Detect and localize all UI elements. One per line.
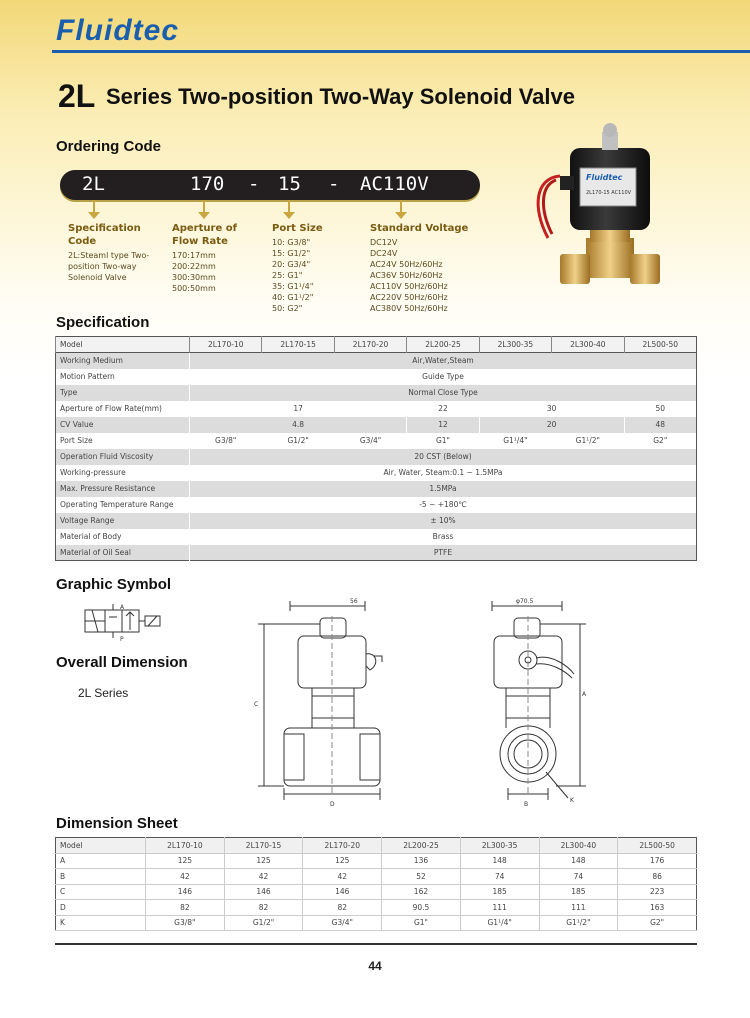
table-header-cell: 2L170-15 [262,337,334,353]
code-series: 2L [82,173,105,195]
table-cell: G1¹/4" [460,915,539,931]
column-line: 50: G2" [272,304,303,313]
table-cell: Brass [190,529,697,545]
dim-k-label: K [570,797,574,804]
table-cell: Air,Water,Steam [190,353,697,369]
table-row [56,417,697,433]
table-cell: 125 [303,853,382,869]
row-label: Operating Temperature Range [60,500,174,509]
table-cell: 125 [224,853,303,869]
table-cell: 82 [224,900,303,916]
column-header: Aperture of Flow Rate [172,223,237,247]
row-label: K [56,915,146,931]
row-label: D [56,900,146,916]
table-cell: ± 10% [190,513,697,529]
table-row [56,915,697,931]
table-cell: G2" [624,433,696,449]
code-port: 15 [278,173,301,195]
column-line: Solenoid Valve [68,273,127,282]
table-cell: 163 [618,900,697,916]
row-label: Voltage Range [60,516,115,525]
column-line: 300:30mm [172,273,216,282]
table-cell: 22 [407,401,479,417]
table-cell: 42 [224,869,303,885]
table-header-row [56,337,697,353]
arrow-down-icon [203,200,205,214]
column-line: AC36V 50Hz/60Hz [370,271,443,280]
table-header-cell: 2L300-35 [460,838,539,854]
table-cell: G1/2" [224,915,303,931]
row-label: Aperture of Flow Rate(mm) [60,404,162,413]
table-cell: Guide Type [190,369,697,385]
table-header-cell: 2L170-10 [146,838,225,854]
dim-56-label: 56 [350,598,358,605]
table-cell: G3/8" [146,915,225,931]
port-p-label: P [120,636,124,642]
table-row [56,853,697,869]
table-cell: 185 [539,884,618,900]
table-cell: 82 [303,900,382,916]
code-dash: - [248,173,260,195]
table-cell: G3/8" [190,433,262,449]
table-cell: 48 [624,417,696,433]
column-header: Port Size [272,223,323,234]
table-cell: 1.5MPa [190,481,697,497]
table-row [56,545,697,561]
column-line: 40: G1¹/2" [272,293,314,302]
table-cell: 111 [539,900,618,916]
table-cell: -5 ~ +180℃ [190,497,697,513]
table-header-row [56,838,697,854]
dimension-sheet-heading: Dimension Sheet [56,815,178,832]
column-line: 2L:Steaml type Two- [68,251,150,260]
code-dash: - [328,173,340,195]
table-header-cell: 2L170-15 [224,838,303,854]
table-header-cell: Model [56,337,190,353]
table-row [56,497,697,513]
table-cell: 74 [460,869,539,885]
table-cell: G1¹/2" [539,915,618,931]
row-label: B [56,869,146,885]
table-cell: 146 [224,884,303,900]
row-label: Max. Pressure Resistance [60,484,156,493]
table-cell: 12 [407,417,479,433]
footer-rule [55,943,697,945]
ordering-column [68,222,168,283]
table-cell: Air, Water, Steam:0.1 ~ 1.5MPa [190,465,697,481]
arrow-down-icon [400,200,402,214]
column-line: 200:22mm [172,262,216,271]
column-line: 35: G1¹/4" [272,282,314,291]
arrow-down-icon [93,200,95,214]
row-label: A [56,853,146,869]
side-view-drawing [480,596,600,810]
table-row [56,369,697,385]
table-cell: 185 [460,884,539,900]
table-header-cell: 2L170-20 [303,838,382,854]
series-code: 2L [58,78,96,114]
table-header-cell: 2L300-35 [479,337,551,353]
column-line: AC110V 50Hz/60Hz [370,282,448,291]
ordering-column [172,222,252,294]
table-row [56,353,697,369]
row-label: C [56,884,146,900]
table-cell: 30 [479,401,624,417]
dim-a-label: A [582,691,587,698]
table-cell: Normal Close Type [190,385,697,401]
column-line: 15: G1/2" [272,249,311,258]
table-cell: 176 [618,853,697,869]
row-label: Material of Body [60,532,122,541]
table-row [56,513,697,529]
series-label: 2L Series [78,686,129,700]
table-cell: 20 [479,417,624,433]
table-header-cell: 2L300-40 [539,838,618,854]
product-label-brand: Fluidtec [586,173,623,182]
table-cell: G1/2" [262,433,334,449]
table-cell: G1" [382,915,461,931]
arrow-down-icon [288,200,290,214]
column-header: Specification Code [68,223,141,247]
column-line: DC12V [370,238,398,247]
row-label: Port Size [60,436,93,445]
row-label: Working-pressure [60,468,126,477]
table-cell: 74 [539,869,618,885]
table-cell: 223 [618,884,697,900]
table-row [56,884,697,900]
column-line: AC24V 50Hz/60Hz [370,260,443,269]
ordering-code-bar [60,170,480,200]
table-header-cell: 2L500-50 [624,337,696,353]
page-number: 44 [368,959,382,973]
table-cell: 146 [146,884,225,900]
column-line: AC220V 50Hz/60Hz [370,293,448,302]
table-cell: 42 [146,869,225,885]
dim-phi-label: φ70.5 [516,598,534,605]
specification-heading: Specification [56,314,150,331]
table-header-cell: 2L200-25 [382,838,461,854]
table-row [56,481,697,497]
code-aperture: 170 [190,173,225,195]
overall-dimension-heading: Overall Dimension [56,654,188,671]
column-line: AC380V 50Hz/60Hz [370,304,448,313]
table-cell: 125 [146,853,225,869]
header-rule [52,50,750,53]
column-line: 500:50mm [172,284,216,293]
table-cell: G1¹/2" [552,433,624,449]
table-header-cell: 2L300-40 [552,337,624,353]
column-line: 25: G1" [272,271,303,280]
table-cell: 162 [382,884,461,900]
table-cell: 86 [618,869,697,885]
column-line: 20: G3/4" [272,260,311,269]
table-header-cell: 2L170-10 [190,337,262,353]
table-header-cell: Model [56,838,146,854]
table-cell: 148 [460,853,539,869]
table-row [56,465,697,481]
front-view-drawing [250,596,400,810]
dim-d-label: D [330,801,335,808]
graphic-symbol-diagram [80,602,170,642]
column-line: 10: G3/8" [272,238,311,247]
table-header-cell: 2L200-25 [407,337,479,353]
table-row [56,869,697,885]
specification-table [55,336,697,561]
table-cell: 20 CST (Below) [190,449,697,465]
ordering-code-heading: Ordering Code [56,138,162,155]
table-header-cell: 2L500-50 [618,838,697,854]
dimension-table [55,837,697,931]
column-line: position Two-way [68,262,137,271]
port-a-label: A [120,604,125,611]
ordering-column [370,222,480,314]
table-cell: PTFE [190,545,697,561]
row-label: Motion Pattern [60,372,115,381]
table-cell: G1" [407,433,479,449]
page-title: Series Two-position Two-Way Solenoid Valve [106,84,575,109]
table-cell: 146 [303,884,382,900]
brand-logo: Fluidtec [56,14,180,47]
column-line: 170:17mm [172,251,216,260]
row-label: Operation Fluid Viscosity [60,452,154,461]
column-line: DC24V [370,249,398,258]
row-label: Type [60,388,78,397]
table-cell: G2" [618,915,697,931]
graphic-symbol-heading: Graphic Symbol [56,576,172,593]
table-cell: 82 [146,900,225,916]
table-row [56,900,697,916]
table-header-cell: 2L170-20 [334,337,406,353]
table-row [56,433,697,449]
table-cell: 17 [190,401,407,417]
table-row [56,401,697,417]
table-row [56,529,697,545]
row-label: Working Medium [60,356,123,366]
row-label: Material of Oil Seal [60,547,131,557]
table-cell: 50 [624,401,696,417]
table-row [56,385,697,401]
table-cell: G3/4" [334,433,406,449]
table-cell: 42 [303,869,382,885]
column-header: Standard Voltage [370,223,469,234]
table-cell: 136 [382,853,461,869]
solenoid-valve-photo [530,118,690,308]
product-label-text: 2L170-15 AC110V [586,190,632,196]
table-cell: 111 [460,900,539,916]
dim-b-label: B [524,801,529,808]
table-cell: 52 [382,869,461,885]
row-label: CV Value [60,420,94,429]
table-cell: 90.5 [382,900,461,916]
table-cell: G1¹/4" [479,433,551,449]
table-cell: 4.8 [190,417,407,433]
ordering-column [272,222,362,314]
table-cell: G3/4" [303,915,382,931]
code-voltage: AC110V [360,173,429,195]
dim-c-label: C [254,701,259,708]
table-row [56,449,697,465]
table-cell: 148 [539,853,618,869]
